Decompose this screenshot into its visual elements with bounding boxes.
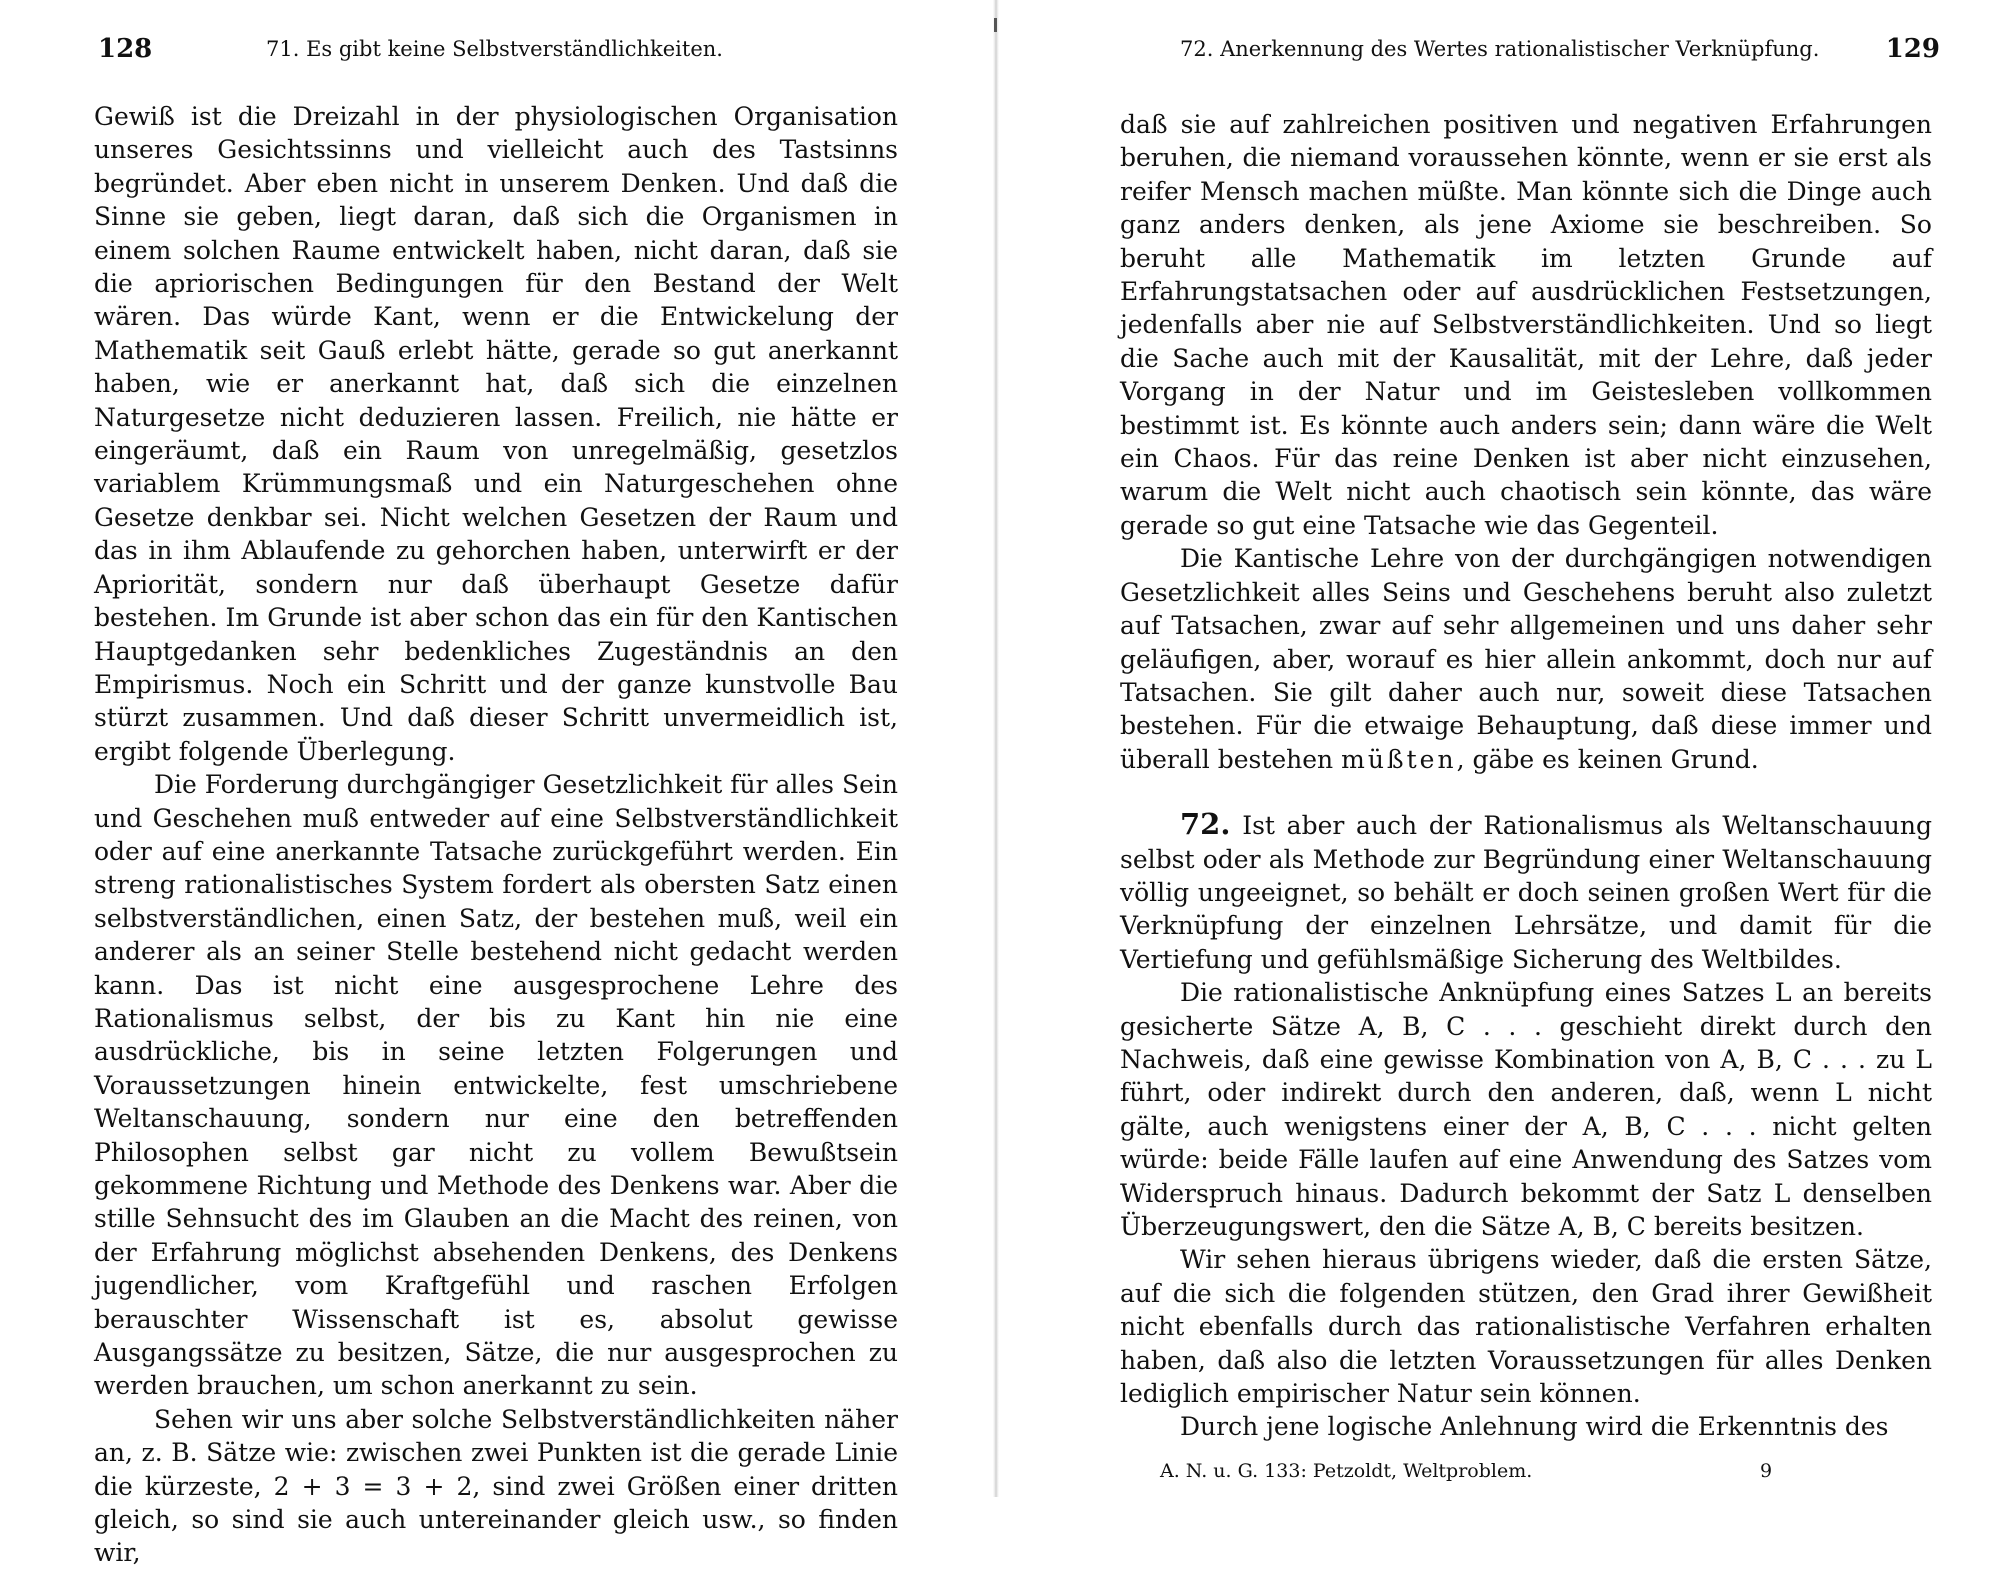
left-paragraph-2: Die Forderung durchgängiger Gesetzlichkeit für alles Sein und Geschehen muß entweder auf eine Selbstverständlichkeit oder auf eine anerkannte Tatsache zurückgeführt werden. Ein streng rationalistisches System fordert als obersten Satz einen selbstverständlichen, einen Satz, der bestehen muß, weil ein anderer als an seiner Stelle bestehend nicht gedacht werden kann. Das ist nicht eine ausgesprochene Lehre des Rationalismus selbst, der bis zu Kant hin nie eine ausdrückliche, bis in seine letzten Folgerungen und Voraussetzungen hinein entwickelte, fest umschriebene Weltanschauung, sondern nur eine den betreffenden Philosophen selbst gar nicht zu vollem Bewußtsein gekommene Richtung und Methode des Denkens war. Aber die stille Sehnsucht des im Glauben an die Macht des reinen, von der Erfahrung möglichst absehenden Denkens, des Denkens jugendlicher, vom Kraftgefühl und raschen Erfolgen berauschter Wissenschaft ist es, absolut gewisse Ausgangssätze zu besitzen, Sätze, die nur ausgesprochen zu werden brauchen, um schon anerkannt zu sein. [94,770,898,1401]
book-gutter [993,0,999,1497]
right-page-number: 129 [1885,34,1940,64]
right-paragraph-2 [1120,542,1932,776]
right-running-head-title: 72. Anerkennung des Wertes rationalistischer Verknüpfung. [1180,37,1820,61]
left-body-text [94,100,898,1570]
footer-sheet-number: 9 [1760,1460,1773,1482]
right-paragraph-1: daß sie auf zahlreichen positiven und negativen Erfahrungen beruhen, die niemand voraussehen könnte, wenn er sie erst als reifer Mensch machen müßte. Man könnte sich die Dinge auch ganz anders denken, als jene Axiome sie beschreiben. So beruht alle Mathematik im letzten Grunde auf Erfahrungstatsachen oder auf ausdrücklichen Festsetzungen, jedenfalls aber nie auf Selbstverständlichkeiten. Und so liegt die Sache auch mit der Kausalität, mit der Lehre, daß jeder Vorgang in der Natur und im Geistesleben vollkommen bestimmt ist. Es könnte auch anders sein; dann wäre die Welt ein Chaos. Für das reine Denken ist aber nicht einzusehen, warum die Welt nicht auch chaotisch sein könnte, das wäre gerade so gut eine Tatsache wie das Gegenteil. [1120,110,1932,540]
right-paragraph-2-start: Die Kantische Lehre von der durchgängigen notwendigen Gesetzlichkeit alles Seins und Geschehens beruht also zuletzt auf Tatsachen, zwar auf sehr allgemeinen und uns daher sehr geläufigen, aber, worauf es hier allein ankommt, doch nur auf Tatsachen. Sie gilt daher auch nur, soweit diese Tatsachen bestehen. Für die etwaige Behauptung, daß diese immer und überall bestehen [1120,544,1932,774]
right-paragraph-2-end: , gäbe es keinen Grund. [1456,744,1759,774]
right-running-header [1180,28,1940,68]
left-paragraph-3: Sehen wir uns aber solche Selbstverständlichkeiten näher an, z. B. Sätze wie: zwischen zwei Punkten ist die gerade Linie die kürzeste, 2 + 3 = 3 + 2, sind zwei Größen einer dritten gleich, so sind sie auch untereinander gleich usw., so finden wir, [94,1404,898,1568]
left-page [0,0,990,1568]
section-number: 72. [1180,807,1231,842]
section-72-text: Ist aber auch der Rationalismus als Weltanschauung selbst oder als Methode zur Begründung einer Weltanschauung völlig ungeeignet, so behält er doch seinen großen Wert für die Verknüpfung der einzelnen Lehrsätze, und damit für die Vertiefung und gefühlsmäßige Sicherung des Weltbildes. [1120,811,1932,974]
right-paragraph-6: Durch jene logische Anlehnung wird die Erkenntnis des [1180,1412,1889,1442]
left-page-number: 128 [98,34,153,64]
right-page [1010,0,2000,1497]
left-paragraph-1: Gewiß ist die Dreizahl in der physiologischen Organisation unseres Gesichtssinns und vielleicht auch des Tastsinns begründet. Aber eben nicht in unserem Denken. Und daß die Sinne sie geben, liegt daran, daß sich die Organismen in einem solchen Raume entwickelt haben, nicht daran, daß sie die apriorischen Bedingungen für den Bestand der Welt wären. Das würde Kant, wenn er die Entwickelung der Mathematik seit Gauß erlebt hätte, gerade so gut anerkannt haben, wie er anerkannt hat, daß sich die einzelnen Naturgesetze nicht deduzieren lassen. Freilich, nie hätte er eingeräumt, daß ein Raum von unregelmäßig, gesetzlos variablem Krümmungsmaß und ein Naturgeschehen ohne Gesetze denkbar sei. Nicht welchen Gesetzen der Raum und das in ihm Ablaufende zu gehorchen haben, unterwirft er der Apriorität, sondern nur daß überhaupt Gesetze dafür bestehen. Im Grunde ist aber schon das ein für den Kantischen Hauptgedanken sehr bedenkliches Zugeständnis an den Empirismus. Noch ein Schritt und der ganze kunstvolle Bau stürzt zusammen. Und daß dieser Schritt unvermeidlich ist, ergibt folgende Überlegung. [94,102,898,766]
section-72-paragraph [1120,808,1932,976]
right-paragraph-4: Die rationalistische Anknüpfung eines Satzes L an bereits gesicherte Sätze A, B, C . . . geschieht direkt durch den Nachweis, daß eine gewisse Kombination von A, B, C . . . zu L führt, oder indirekt durch den anderen, daß, wenn L nicht gälte, auch wenigstens einer der A, B, C . . . nicht gelten würde: beide Fälle laufen auf eine Anwendung des Satzes vom Widerspruch hinaus. Dadurch bekommt der Satz L denselben Überzeugungswert, den die Sätze A, B, C bereits besitzen. [1120,978,1932,1241]
left-running-header [98,28,738,68]
emphasized-word: müßten [1341,744,1457,774]
gutter-mark [994,18,997,32]
left-running-head-title: 71. Es gibt keine Selbstverständlichkeiten. [266,37,723,61]
footer-signature: A. N. u. G. 133: Petzoldt, Weltproblem. [1160,1460,1533,1482]
right-page-footer [1120,1460,1932,1490]
right-body-text [1120,108,1932,1444]
right-paragraph-5: Wir sehen hieraus übrigens wieder, daß die ersten Sätze, auf die sich die folgenden stützen, den Grad ihrer Gewißheit nicht ebenfalls durch das rationalistische Verfahren erhalten haben, daß also die letzten Voraussetzungen für alles Denken lediglich empirischer Natur sein können. [1120,1245,1932,1409]
